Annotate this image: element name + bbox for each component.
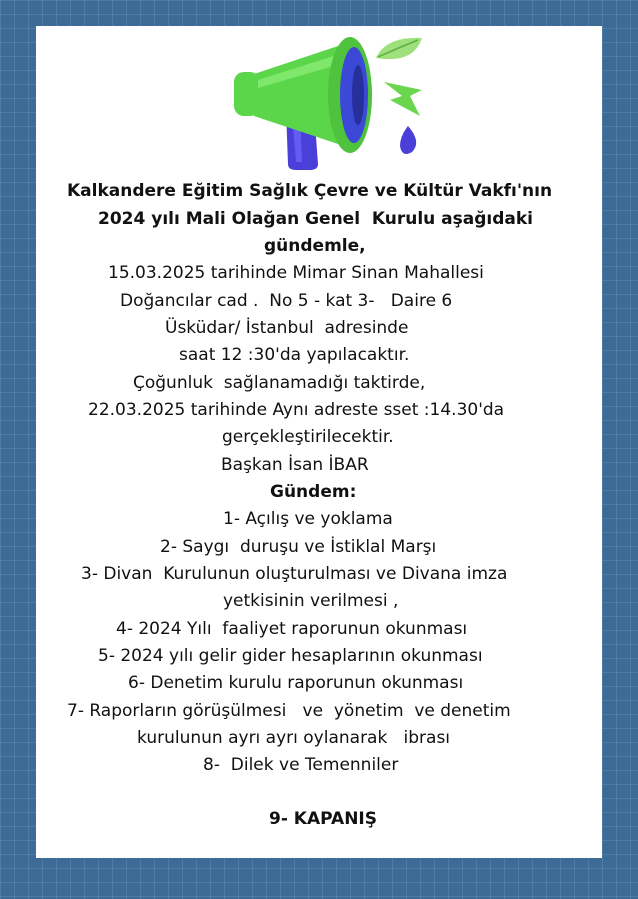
second-date-line: 22.03.2025 tarihinde Aynı adreste sset :14.30'da xyxy=(88,400,505,420)
heading-line-3: gündemle, xyxy=(264,236,366,256)
agenda-item: 4- 2024 Yılı faaliyet raporunun okunması xyxy=(116,619,468,639)
time-line: saat 12 :30'da yapılacaktır. xyxy=(179,345,410,365)
agenda-item: 2- Saygı duruşu ve İstiklal Marşı xyxy=(160,537,437,557)
date-line: 15.03.2025 tarihinde Mimar Sinan Mahallesi xyxy=(108,263,484,283)
closing-item: 9- KAPANIŞ xyxy=(269,809,377,829)
agenda-item: 6- Denetim kurulu raporunun okunması xyxy=(128,673,464,693)
president-name: Başkan İsan İBAR xyxy=(221,455,369,475)
megaphone-illustration xyxy=(226,30,446,170)
address-line-2: Üsküdar/ İstanbul adresinde xyxy=(165,318,409,338)
lightning-icon xyxy=(384,82,422,116)
heading-line-2: 2024 yılı Mali Olağan Genel Kurulu aşağıdaki xyxy=(98,209,534,229)
agenda-item: 3- Divan Kurulunun oluşturulması ve Divana imza xyxy=(81,564,508,584)
quorum-line: Çoğunluk sağlanamadığı taktirde, xyxy=(133,373,426,393)
megaphone-icon xyxy=(234,37,372,170)
agenda-item: kurulunun ayrı ayrı oylanarak ibrası xyxy=(137,728,451,748)
agenda-item: 8- Dilek ve Temenniler xyxy=(203,755,399,775)
second-date-line-2: gerçekleştirilecektir. xyxy=(222,427,394,447)
announcement-card xyxy=(36,26,602,858)
agenda-item: yetkisinin verilmesi , xyxy=(223,591,399,611)
agenda-item: 5- 2024 yılı gelir gider hesaplarının okunması xyxy=(98,646,483,666)
agenda-item: 1- Açılış ve yoklama xyxy=(223,509,393,529)
droplet-icon xyxy=(400,126,416,154)
address-line-1: Doğancılar cad . No 5 - kat 3- Daire 6 xyxy=(120,291,453,311)
agenda-item: 7- Raporların görüşülmesi ve yönetim ve denetim xyxy=(67,701,511,721)
agenda-title: Gündem: xyxy=(270,482,357,502)
leaf-icon xyxy=(376,38,422,59)
heading-line-1: Kalkandere Eğitim Sağlık Çevre ve Kültür Vakfı'nın xyxy=(67,181,553,201)
